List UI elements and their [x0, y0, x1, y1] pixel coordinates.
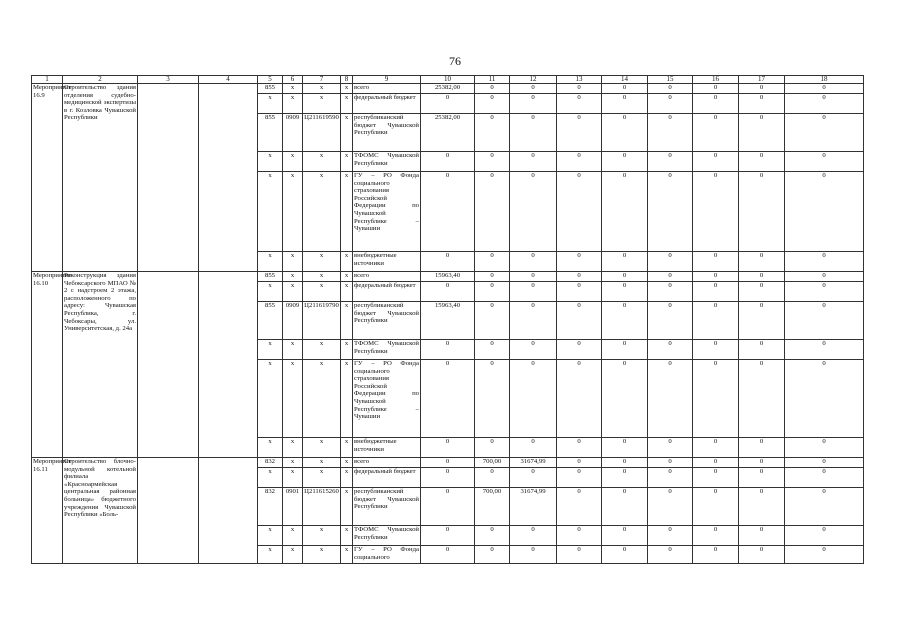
year-value-cell: 0	[602, 488, 648, 526]
year-value-cell: 0	[602, 458, 648, 468]
year-value-cell: 0	[557, 172, 602, 252]
year-value-cell: 15963,40	[421, 302, 475, 340]
target-article-cell: x	[303, 438, 341, 458]
column-number-18: 18	[785, 76, 864, 84]
year-value-cell: 0	[421, 172, 475, 252]
year-value-cell: 0	[648, 252, 693, 272]
expense-group-cell: x	[341, 272, 353, 282]
table-row	[32, 458, 864, 468]
funding-source-cell: республиканский бюджет Чувашской Республики	[353, 488, 421, 526]
column-number-12: 12	[510, 76, 557, 84]
expense-group-cell: x	[341, 252, 353, 272]
admin-code-cell: x	[258, 340, 283, 360]
year-value-cell: 0	[648, 94, 693, 114]
admin-code-cell: x	[258, 546, 283, 564]
funding-source-cell: всего	[353, 84, 421, 94]
year-value-cell: 0	[648, 272, 693, 282]
year-value-cell: 0	[739, 360, 785, 438]
section-code-cell: x	[283, 340, 303, 360]
year-value-cell: 0	[557, 114, 602, 152]
year-value-cell: 0	[739, 172, 785, 252]
expense-group-cell: x	[341, 340, 353, 360]
year-value-cell: 0	[739, 468, 785, 488]
year-value-cell: 0	[693, 282, 739, 302]
year-value-cell: 0	[557, 546, 602, 564]
section-code-cell: 0901	[283, 488, 303, 526]
year-value-cell: 0	[421, 438, 475, 458]
admin-code-cell: 832	[258, 488, 283, 526]
target-article-cell: x	[303, 252, 341, 272]
year-value-cell: 0	[557, 438, 602, 458]
admin-code-cell: x	[258, 252, 283, 272]
year-value-cell: 0	[693, 252, 739, 272]
year-value-cell: 0	[510, 272, 557, 282]
measure-number: Мероприятие 16.11	[32, 458, 63, 564]
year-value-cell: 0	[693, 546, 739, 564]
year-value-cell: 0	[475, 272, 510, 282]
page-number: 76	[449, 54, 461, 68]
year-value-cell: 0	[421, 488, 475, 526]
column-number-8: 8	[341, 76, 353, 84]
year-value-cell: 0	[510, 114, 557, 152]
year-value-cell: 0	[693, 526, 739, 546]
year-value-cell: 0	[602, 340, 648, 360]
year-value-cell: 0	[602, 94, 648, 114]
responsible-cell	[138, 272, 199, 458]
expense-group-cell: x	[341, 360, 353, 438]
year-value-cell: 0	[693, 438, 739, 458]
year-value-cell: 0	[421, 252, 475, 272]
year-value-cell: 0	[785, 340, 864, 360]
year-value-cell: 0	[475, 468, 510, 488]
funding-source-cell: федеральный бюджет	[353, 468, 421, 488]
year-value-cell: 0	[475, 252, 510, 272]
participants-cell	[199, 272, 258, 458]
admin-code-cell: x	[258, 282, 283, 302]
column-number-11: 11	[475, 76, 510, 84]
year-value-cell: 0	[785, 252, 864, 272]
section-code-cell: x	[283, 172, 303, 252]
table-row	[32, 84, 864, 94]
year-value-cell: 0	[739, 340, 785, 360]
expense-group-cell: x	[341, 282, 353, 302]
year-value-cell: 0	[693, 458, 739, 468]
admin-code-cell: x	[258, 526, 283, 546]
year-value-cell: 0	[602, 114, 648, 152]
column-number-15: 15	[648, 76, 693, 84]
year-value-cell: 0	[648, 84, 693, 94]
expense-group-cell: x	[341, 152, 353, 172]
year-value-cell: 0	[693, 340, 739, 360]
year-value-cell: 0	[510, 526, 557, 546]
year-value-cell: 0	[693, 302, 739, 340]
year-value-cell: 0	[602, 252, 648, 272]
section-code-cell: 0909	[283, 302, 303, 340]
section-code-cell: x	[283, 468, 303, 488]
year-value-cell: 0	[648, 172, 693, 252]
measure-description: Строительство здания отделения судебно-медицинской экспертизы в г. Козловка Чувашской Республики	[63, 84, 138, 272]
funding-source-cell: всего	[353, 272, 421, 282]
year-value-cell: 0	[602, 152, 648, 172]
year-value-cell: 0	[421, 468, 475, 488]
year-value-cell: 0	[739, 282, 785, 302]
column-number-13: 13	[557, 76, 602, 84]
year-value-cell: 0	[785, 526, 864, 546]
year-value-cell: 0	[648, 546, 693, 564]
year-value-cell: 0	[648, 468, 693, 488]
year-value-cell: 0	[475, 438, 510, 458]
year-value-cell: 0	[693, 272, 739, 282]
year-value-cell: 0	[510, 94, 557, 114]
expense-group-cell: x	[341, 94, 353, 114]
year-value-cell: 0	[785, 282, 864, 302]
year-value-cell: 0	[557, 272, 602, 282]
expense-group-cell: x	[341, 84, 353, 94]
year-value-cell: 0	[557, 488, 602, 526]
year-value-cell: 0	[421, 360, 475, 438]
funding-source-cell: федеральный бюджет	[353, 282, 421, 302]
year-value-cell: 0	[739, 252, 785, 272]
year-value-cell: 0	[693, 94, 739, 114]
funding-source-cell: федеральный бюджет	[353, 94, 421, 114]
measure-number: Мероприятие 16.10	[32, 272, 63, 458]
year-value-cell: 0	[785, 438, 864, 458]
year-value-cell: 0	[739, 114, 785, 152]
year-value-cell: 0	[602, 468, 648, 488]
target-article-cell: Ц211619790	[303, 302, 341, 340]
year-value-cell: 0	[739, 458, 785, 468]
target-article-cell: x	[303, 458, 341, 468]
section-code-cell: x	[283, 360, 303, 438]
year-value-cell: 0	[421, 340, 475, 360]
year-value-cell: 0	[648, 114, 693, 152]
column-number-1: 1	[32, 76, 63, 84]
table-body	[32, 76, 864, 564]
target-article-cell: x	[303, 152, 341, 172]
year-value-cell: 0	[785, 114, 864, 152]
admin-code-cell: x	[258, 172, 283, 252]
year-value-cell: 0	[648, 458, 693, 468]
section-code-cell: x	[283, 252, 303, 272]
section-code-cell: x	[283, 282, 303, 302]
year-value-cell: 0	[785, 94, 864, 114]
year-value-cell: 700,00	[475, 458, 510, 468]
measure-description: Строительство блочно-модульной котельной филиала «Красноармейская центральная районная больница» бюджетного учреждения Чувашской Республики «Боль-	[63, 458, 138, 564]
year-value-cell: 0	[421, 458, 475, 468]
section-code-cell: x	[283, 438, 303, 458]
participants-cell	[199, 458, 258, 564]
year-value-cell: 0	[510, 152, 557, 172]
column-number-4: 4	[199, 76, 258, 84]
measure-description: Реконструкция здания Чебоксарского МПАО № 2 с надстроем 2 этажа, расположенного по адресу: Чувашская Республика, г. Чебоксары, ул. Университетская, д. 24а	[63, 272, 138, 458]
year-value-cell: 0	[421, 94, 475, 114]
admin-code-cell: x	[258, 152, 283, 172]
year-value-cell: 0	[602, 438, 648, 458]
section-code-cell: 0909	[283, 114, 303, 152]
year-value-cell: 0	[510, 282, 557, 302]
year-value-cell: 0	[739, 302, 785, 340]
year-value-cell: 0	[785, 488, 864, 526]
year-value-cell: 0	[510, 438, 557, 458]
target-article-cell: Ц211615260	[303, 488, 341, 526]
year-value-cell: 0	[557, 282, 602, 302]
year-value-cell: 31674,99	[510, 488, 557, 526]
year-value-cell: 0	[785, 546, 864, 564]
year-value-cell: 0	[475, 94, 510, 114]
year-value-cell: 0	[648, 526, 693, 546]
year-value-cell: 0	[510, 252, 557, 272]
target-article-cell: x	[303, 94, 341, 114]
admin-code-cell: x	[258, 438, 283, 458]
year-value-cell: 0	[557, 84, 602, 94]
year-value-cell: 0	[510, 340, 557, 360]
table-row	[32, 272, 864, 282]
target-article-cell: x	[303, 468, 341, 488]
funding-source-cell: республиканский бюджет Чувашской Республики	[353, 114, 421, 152]
expense-group-cell: x	[341, 458, 353, 468]
participants-cell	[199, 84, 258, 272]
year-value-cell: 31674,99	[510, 458, 557, 468]
year-value-cell: 0	[557, 340, 602, 360]
target-article-cell: x	[303, 172, 341, 252]
expense-group-cell: x	[341, 438, 353, 458]
column-number-3: 3	[138, 76, 199, 84]
funding-source-cell: ТФОМС Чувашской Республики	[353, 526, 421, 546]
year-value-cell: 0	[510, 172, 557, 252]
year-value-cell: 0	[739, 546, 785, 564]
admin-code-cell: x	[258, 360, 283, 438]
year-value-cell: 0	[475, 340, 510, 360]
year-value-cell: 0	[648, 302, 693, 340]
year-value-cell: 0	[557, 526, 602, 546]
column-number-16: 16	[693, 76, 739, 84]
target-article-cell: x	[303, 526, 341, 546]
funding-source-cell: ТФОМС Чувашской Республики	[353, 152, 421, 172]
year-value-cell: 0	[693, 114, 739, 152]
target-article-cell: x	[303, 272, 341, 282]
section-code-cell: x	[283, 546, 303, 564]
expense-group-cell: x	[341, 488, 353, 526]
year-value-cell: 0	[475, 282, 510, 302]
year-value-cell: 0	[510, 468, 557, 488]
responsible-cell	[138, 458, 199, 564]
section-code-cell: x	[283, 272, 303, 282]
year-value-cell: 0	[602, 282, 648, 302]
admin-code-cell: 832	[258, 458, 283, 468]
year-value-cell: 15963,40	[421, 272, 475, 282]
funding-source-cell: ТФОМС Чувашской Республики	[353, 340, 421, 360]
target-article-cell: Ц211619590	[303, 114, 341, 152]
year-value-cell: 0	[475, 360, 510, 438]
admin-code-cell: 855	[258, 114, 283, 152]
year-value-cell: 0	[475, 172, 510, 252]
budget-table	[31, 75, 864, 564]
year-value-cell: 25382,00	[421, 84, 475, 94]
year-value-cell: 0	[557, 94, 602, 114]
expense-group-cell: x	[341, 468, 353, 488]
year-value-cell: 0	[693, 172, 739, 252]
target-article-cell: x	[303, 546, 341, 564]
year-value-cell: 0	[510, 302, 557, 340]
admin-code-cell: x	[258, 468, 283, 488]
year-value-cell: 0	[739, 152, 785, 172]
year-value-cell: 0	[602, 360, 648, 438]
year-value-cell: 0	[648, 152, 693, 172]
year-value-cell: 0	[557, 468, 602, 488]
year-value-cell: 0	[602, 84, 648, 94]
year-value-cell: 0	[602, 272, 648, 282]
year-value-cell: 0	[739, 84, 785, 94]
year-value-cell: 0	[785, 272, 864, 282]
column-number-7: 7	[303, 76, 341, 84]
funding-source-cell: ГУ – РО Фонда социального страхования Российской Федерации по Чувашской Республике – Чувашии	[353, 172, 421, 252]
year-value-cell: 0	[693, 360, 739, 438]
year-value-cell: 0	[785, 458, 864, 468]
year-value-cell: 0	[510, 84, 557, 94]
year-value-cell: 0	[785, 360, 864, 438]
admin-code-cell: 855	[258, 84, 283, 94]
column-number-17: 17	[739, 76, 785, 84]
target-article-cell: x	[303, 282, 341, 302]
column-number-14: 14	[602, 76, 648, 84]
responsible-cell	[138, 84, 199, 272]
expense-group-cell: x	[341, 172, 353, 252]
year-value-cell: 0	[739, 272, 785, 282]
section-code-cell: x	[283, 152, 303, 172]
target-article-cell: x	[303, 340, 341, 360]
year-value-cell: 0	[602, 172, 648, 252]
target-article-cell: x	[303, 84, 341, 94]
column-number-10: 10	[421, 76, 475, 84]
year-value-cell: 25382,00	[421, 114, 475, 152]
year-value-cell: 0	[785, 172, 864, 252]
column-number-5: 5	[258, 76, 283, 84]
year-value-cell: 0	[648, 340, 693, 360]
expense-group-cell: x	[341, 114, 353, 152]
expense-group-cell: x	[341, 546, 353, 564]
year-value-cell: 0	[421, 152, 475, 172]
year-value-cell: 0	[785, 468, 864, 488]
year-value-cell: 0	[602, 526, 648, 546]
section-code-cell: x	[283, 526, 303, 546]
year-value-cell: 0	[739, 526, 785, 546]
year-value-cell: 0	[693, 488, 739, 526]
funding-source-cell: республиканский бюджет Чувашской Республики	[353, 302, 421, 340]
year-value-cell: 0	[557, 360, 602, 438]
year-value-cell: 0	[739, 488, 785, 526]
funding-source-cell: ГУ – РО Фонда социального	[353, 546, 421, 564]
admin-code-cell: 855	[258, 302, 283, 340]
year-value-cell: 0	[475, 114, 510, 152]
year-value-cell: 0	[475, 302, 510, 340]
year-value-cell: 0	[557, 302, 602, 340]
funding-source-cell: ГУ – РО Фонда социального страхования Российской Федерации по Чувашской Республике – Чувашии	[353, 360, 421, 438]
year-value-cell: 0	[557, 458, 602, 468]
target-article-cell: x	[303, 360, 341, 438]
funding-source-cell: всего	[353, 458, 421, 468]
column-number-9: 9	[353, 76, 421, 84]
year-value-cell: 0	[739, 94, 785, 114]
year-value-cell: 0	[785, 302, 864, 340]
year-value-cell: 0	[510, 546, 557, 564]
year-value-cell: 0	[693, 152, 739, 172]
year-value-cell: 0	[475, 526, 510, 546]
year-value-cell: 0	[648, 438, 693, 458]
measure-number: Мероприятие 16.9	[32, 84, 63, 272]
funding-source-cell: внебюджетные источники	[353, 252, 421, 272]
admin-code-cell: x	[258, 94, 283, 114]
year-value-cell: 0	[475, 546, 510, 564]
expense-group-cell: x	[341, 526, 353, 546]
year-value-cell: 0	[648, 488, 693, 526]
year-value-cell: 0	[557, 252, 602, 272]
year-value-cell: 0	[602, 302, 648, 340]
year-value-cell: 0	[510, 360, 557, 438]
section-code-cell: x	[283, 94, 303, 114]
year-value-cell: 0	[739, 438, 785, 458]
year-value-cell: 0	[475, 152, 510, 172]
funding-source-cell: внебюджетные источники	[353, 438, 421, 458]
year-value-cell: 0	[421, 546, 475, 564]
year-value-cell: 0	[475, 84, 510, 94]
year-value-cell: 700,00	[475, 488, 510, 526]
section-code-cell: x	[283, 458, 303, 468]
year-value-cell: 0	[785, 84, 864, 94]
year-value-cell: 0	[693, 468, 739, 488]
year-value-cell: 0	[557, 152, 602, 172]
column-number-row	[32, 76, 864, 84]
year-value-cell: 0	[648, 360, 693, 438]
section-code-cell: x	[283, 84, 303, 94]
column-number-6: 6	[283, 76, 303, 84]
year-value-cell: 0	[602, 546, 648, 564]
column-number-2: 2	[63, 76, 138, 84]
expense-group-cell: x	[341, 302, 353, 340]
year-value-cell: 0	[648, 282, 693, 302]
admin-code-cell: 855	[258, 272, 283, 282]
year-value-cell: 0	[693, 84, 739, 94]
year-value-cell: 0	[421, 282, 475, 302]
year-value-cell: 0	[785, 152, 864, 172]
year-value-cell: 0	[421, 526, 475, 546]
